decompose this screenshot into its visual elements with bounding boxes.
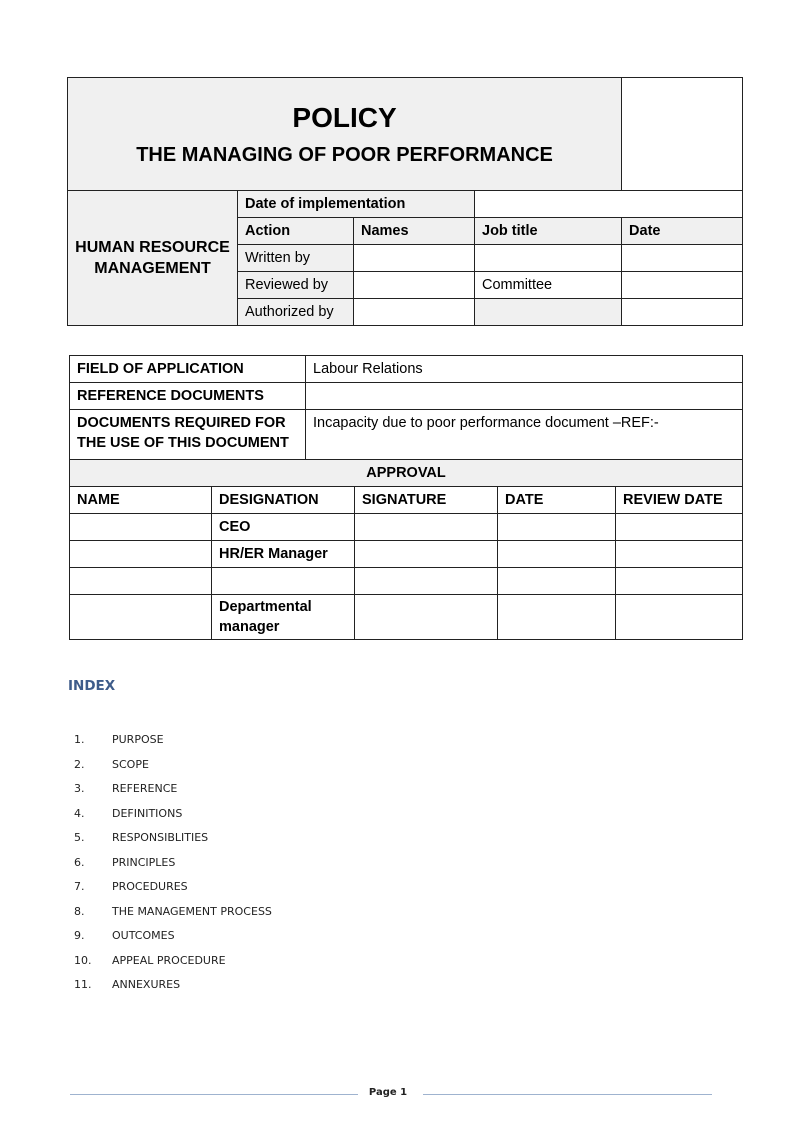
table-row [70, 568, 743, 595]
index-heading: INDEX [68, 678, 116, 694]
list-item[interactable] [74, 954, 272, 979]
list-item-label: RESPONSIBLITIES [112, 831, 209, 844]
list-item-label: PROCEDURES [112, 880, 188, 893]
action-authorized-by: Authorized by [238, 299, 354, 326]
documents-required-label: DOCUMENTS REQUIRED FOR THE USE OF THIS DOCUMENT [70, 410, 306, 460]
designation-cell: CEO [212, 514, 355, 541]
list-item-label: ANNEXURES [112, 978, 181, 991]
list-item-label: APPEAL PROCEDURE [112, 953, 226, 967]
name-cell[interactable] [70, 514, 212, 541]
date-cell[interactable] [622, 245, 743, 272]
date-of-implementation-value[interactable] [475, 191, 743, 218]
table-row [70, 595, 743, 640]
name-cell[interactable] [70, 568, 212, 595]
job-title-cell[interactable]: Committee [475, 272, 622, 299]
date-cell[interactable] [498, 595, 616, 640]
list-item[interactable] [74, 880, 272, 905]
list-item-number: 3. [74, 782, 85, 795]
list-item[interactable] [74, 807, 272, 832]
signature-cell[interactable] [355, 595, 498, 640]
field-of-application-label: FIELD OF APPLICATION [70, 356, 306, 383]
footer-rule-right [423, 1094, 712, 1095]
job-title-cell[interactable] [475, 245, 622, 272]
date-of-implementation-label: Date of implementation [238, 191, 475, 218]
column-header-name: NAME [70, 487, 212, 514]
list-item[interactable] [74, 929, 272, 954]
documents-required-value[interactable]: Incapacity due to poor performance document –REF:- [306, 410, 743, 460]
column-header-action: Action [238, 218, 354, 245]
signature-cell[interactable] [355, 541, 498, 568]
list-item-label: OUTCOMES [112, 929, 175, 942]
list-item-label: PRINCIPLES [112, 855, 176, 869]
column-header-review-date: REVIEW DATE [616, 487, 743, 514]
review-date-cell[interactable] [616, 595, 743, 640]
review-date-cell[interactable] [616, 568, 743, 595]
designation-cell: Departmental manager [212, 595, 355, 640]
date-cell[interactable] [622, 272, 743, 299]
column-header-designation: DESIGNATION [212, 487, 355, 514]
name-cell[interactable] [70, 595, 212, 640]
list-item-label: THE MANAGEMENT PROCESS [112, 904, 272, 918]
column-header-date: Date [622, 218, 743, 245]
page-title: POLICY [292, 101, 397, 133]
list-item-number: 5. [74, 831, 85, 844]
list-item-label: DEFINITIONS [112, 806, 183, 820]
designation-cell [212, 568, 355, 595]
review-date-cell[interactable] [616, 514, 743, 541]
list-item-label: REFERENCE [112, 782, 178, 795]
list-item-number: 8. [74, 904, 85, 918]
page-subtitle: THE MANAGING OF POOR PERFORMANCE [136, 143, 553, 166]
list-item[interactable] [74, 758, 272, 783]
department-label: HUMAN RESOURCE MANAGEMENT [68, 191, 238, 326]
date-cell[interactable] [498, 568, 616, 595]
column-header-names: Names [354, 218, 475, 245]
index-list [74, 733, 272, 1003]
list-item-number: 6. [74, 855, 85, 869]
list-item[interactable] [74, 905, 272, 930]
list-item[interactable] [74, 782, 272, 807]
column-header-date: DATE [498, 487, 616, 514]
designation-cell: HR/ER Manager [212, 541, 355, 568]
names-cell[interactable] [354, 245, 475, 272]
job-title-cell[interactable] [475, 299, 622, 326]
date-cell[interactable] [622, 299, 743, 326]
application-approval-table [69, 355, 743, 640]
approval-heading: APPROVAL [70, 460, 743, 487]
list-item[interactable] [74, 831, 272, 856]
column-header-job-title: Job title [475, 218, 622, 245]
date-cell[interactable] [498, 541, 616, 568]
reference-documents-label: REFERENCE DOCUMENTS [70, 383, 306, 410]
name-cell[interactable] [70, 541, 212, 568]
footer-rule-left [70, 1094, 358, 1095]
date-cell[interactable] [498, 514, 616, 541]
list-item[interactable] [74, 856, 272, 881]
list-item-number: 11. [74, 978, 92, 991]
names-cell[interactable] [354, 272, 475, 299]
list-item-number: 4. [74, 806, 85, 820]
list-item-number: 7. [74, 880, 85, 893]
table-row [70, 541, 743, 568]
list-item[interactable] [74, 733, 272, 758]
action-written-by: Written by [238, 245, 354, 272]
page-number: Page 1 [368, 1087, 408, 1098]
logo-cell [622, 78, 743, 191]
review-date-cell[interactable] [616, 541, 743, 568]
signature-cell[interactable] [355, 514, 498, 541]
table-row [70, 514, 743, 541]
policy-header-table [67, 77, 743, 326]
list-item-number: 2. [74, 757, 85, 771]
signature-cell[interactable] [355, 568, 498, 595]
action-reviewed-by: Reviewed by [238, 272, 354, 299]
list-item-number: 9. [74, 929, 85, 942]
reference-documents-value[interactable] [306, 383, 743, 410]
list-item-number: 10. [74, 953, 92, 967]
column-header-signature: SIGNATURE [355, 487, 498, 514]
list-item[interactable] [74, 978, 272, 1003]
title-cell [68, 78, 622, 191]
field-of-application-value[interactable]: Labour Relations [306, 356, 743, 383]
names-cell[interactable] [354, 299, 475, 326]
list-item-number: 1. [74, 733, 85, 746]
list-item-label: PURPOSE [112, 733, 164, 746]
list-item-label: SCOPE [112, 757, 149, 771]
